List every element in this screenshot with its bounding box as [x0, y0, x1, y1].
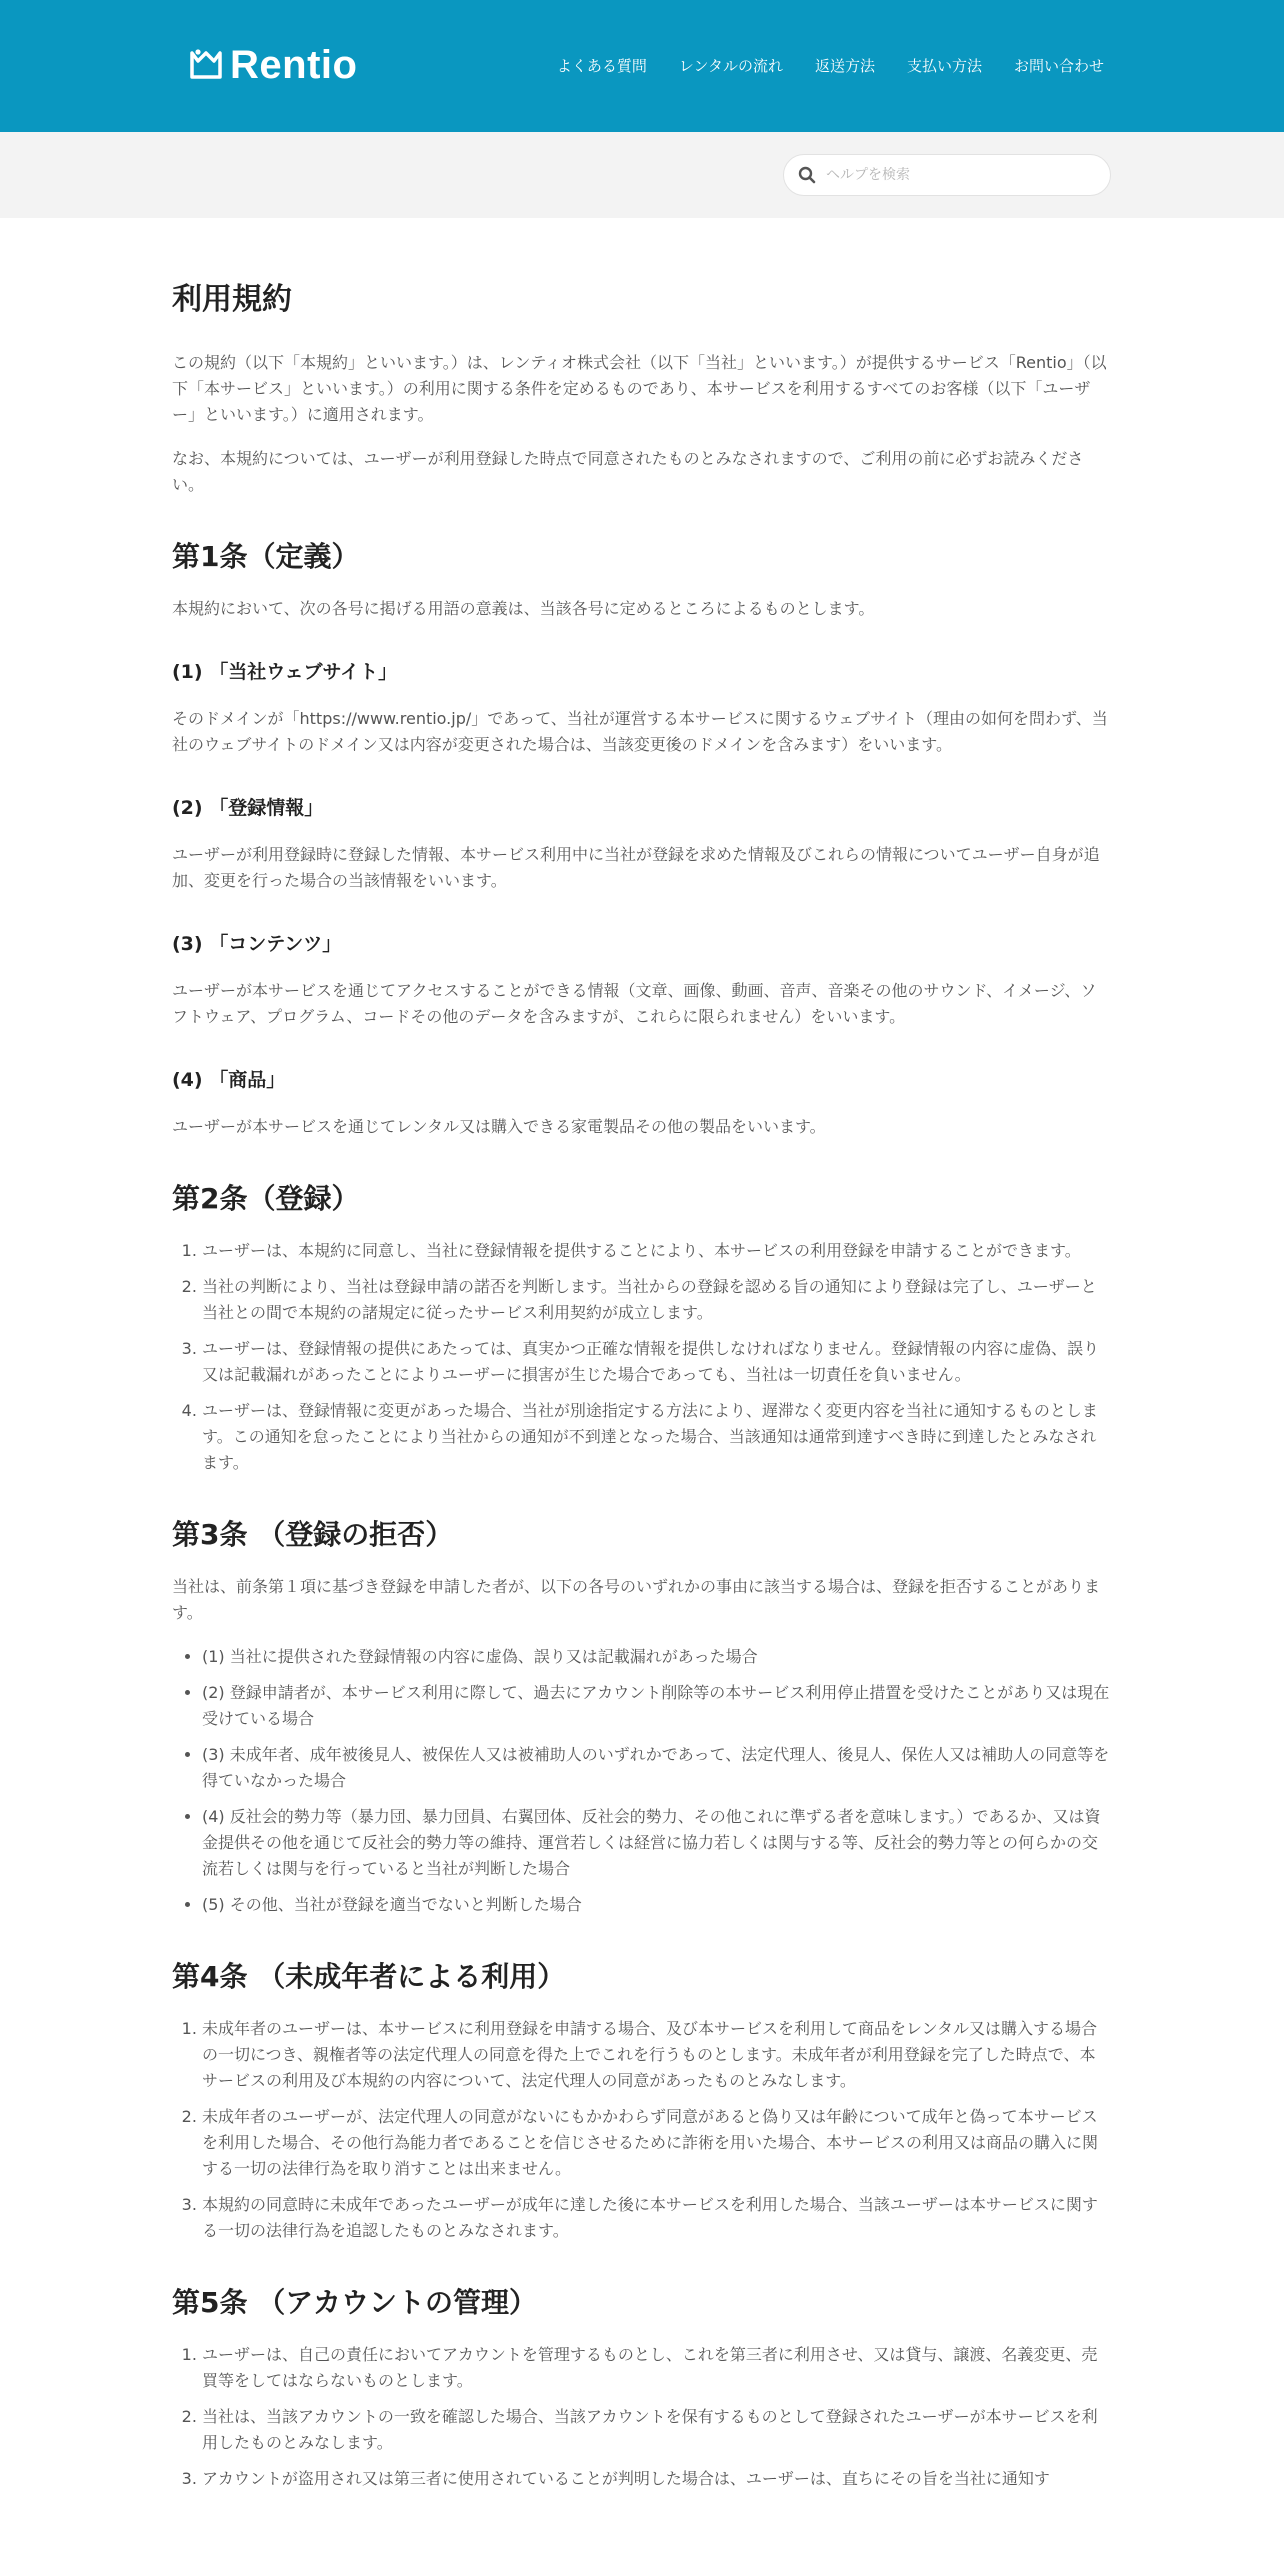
definition-text: そのドメインが「https://www.rentio.jp/」であって、当社が運営する本サービスに関するウェブサイト（理由の如何を問わず、当社のウェブサイトのドメイン又は内容が変更された場合は、当該変更後のドメインを含みます）をいいます。 [172, 709, 1108, 754]
list-item: 1. ユーザーは、自己の責任においてアカウントを管理するものとし、これを第三者に利用させ、又は貸与、譲渡、名義変更、売買等をしてはならないものとします。 [202, 2342, 1110, 2394]
article-4-heading: 第4条 （未成年者による利用） [172, 1960, 566, 1993]
brand-name: Rentio [230, 43, 358, 87]
definition-text: ユーザーが本サービスを通じてアクセスすることができる情報（文章、画像、動画、音声、音楽その他のサウンド、イメージ、ソフトウェア、プログラム、コードその他のデータを含みますが、これらに限られません）をいいます。 [172, 981, 1097, 1026]
page-title: 利用規約 [172, 282, 292, 317]
article-5-list [202, 2342, 1110, 2492]
list-item: 2. 当社の判断により、当社は登録申請の諾否を判断します。当社からの登録を認める旨の通知により登録は完了し、ユーザーと当社との間で本規約の諸規定に従ったサービス利用契約が成立します。 [202, 1274, 1110, 1326]
definition-term: (4) 「商品」 [172, 1069, 286, 1091]
article-3-list [202, 1644, 1110, 1918]
article-3-heading: 第3条 （登録の拒否） [172, 1518, 454, 1551]
intro-paragraph: この規約（以下「本規約」といいます。）は、レンティオ株式会社（以下「当社」といいます。）が提供するサービス「Rentio」（以下「本サービス」といいます。）の利用に関する条件を定めるものであり、本サービスを利用するすべてのお客様（以下「ユーザー」といいます。）に適用されます。 [172, 353, 1107, 424]
site-header [0, 0, 1284, 132]
search-box[interactable] [783, 154, 1111, 196]
list-item: 3. ユーザーは、登録情報の提供にあたっては、真実かつ正確な情報を提供しなければなりません。登録情報の内容に虚偽、誤り又は記載漏れがあったことによりユーザーに損害が生じた場合であっても、当社は一切責任を負いません。 [202, 1336, 1110, 1388]
nav-rental-flow[interactable]: レンタルの流れ [678, 57, 783, 75]
definition-term: (3) 「コンテンツ」 [172, 933, 342, 955]
article-2-list [202, 1238, 1110, 1476]
definition-text: ユーザーが利用登録時に登録した情報、本サービス利用中に当社が登録を求めた情報及びこれらの情報についてユーザー自身が追加、変更を行った場合の当該情報をいいます。 [172, 845, 1100, 890]
article-3-lead: 当社は、前条第１項に基づき登録を申請した者が、以下の各号のいずれかの事由に該当する場合は、登録を拒否することがあります。 [172, 1577, 1101, 1622]
top-nav [525, 52, 1104, 80]
article-1-lead: 本規約において、次の各号に掲げる用語の意義は、当該各号に定めるところによるものとします。 [172, 599, 875, 618]
list-item: • (1) 当社に提供された登録情報の内容に虚偽、誤り又は記載漏れがあった場合 [202, 1644, 1110, 1670]
rentio-logo[interactable] [188, 41, 357, 89]
terms-content [172, 280, 1110, 2502]
nav-payment-method[interactable]: 支払い方法 [906, 57, 982, 75]
list-item: 2. 未成年者のユーザーが、法定代理人の同意がないにもかかわらず同意があると偽り又は年齢について成年と偽って本サービスを利用した場合、その他行為能力者であることを信じさせるために詐術を用いた場合、本サービスの利用又は商品の購入に関する一切の法律行為を取り消すことは出来ません。 [202, 2104, 1110, 2182]
list-item: 1. 未成年者のユーザーは、本サービスに利用登録を申請する場合、及び本サービスを利用して商品をレンタル又は購入する場合の一切につき、親権者等の法定代理人の同意を得た上でこれを行うものとします。未成年者が利用登録を完了した時点で、本サービスの利用及び本規約の内容について、法定代理人の同意があったものとみなします。 [202, 2016, 1110, 2094]
logo-mark-icon [188, 47, 224, 83]
search-input[interactable] [826, 167, 1086, 183]
definition-text: ユーザーが本サービスを通じてレンタル又は購入できる家電製品その他の製品をいいます。 [172, 1117, 826, 1136]
list-item: • (2) 登録申請者が、本サービス利用に際して、過去にアカウント削除等の本サービス利用停止措置を受けたことがあり又は現在受けている場合 [202, 1680, 1110, 1732]
article-5-heading: 第5条 （アカウントの管理） [172, 2286, 537, 2319]
list-item: • (3) 未成年者、成年被後見人、被保佐人又は被補助人のいずれかであって、法定代理人、後見人、保佐人又は補助人の同意等を得ていなかった場合 [202, 1742, 1110, 1794]
article-2-heading: 第2条（登録） [172, 1182, 360, 1215]
nav-contact[interactable]: お問い合わせ [1013, 57, 1104, 75]
list-item: 3. 本規約の同意時に未成年であったユーザーが成年に達した後に本サービスを利用した場合、当該ユーザーは本サービスに関する一切の法律行為を追認したものとみなされます。 [202, 2192, 1110, 2244]
nav-return-method[interactable]: 返送方法 [814, 57, 875, 75]
list-item: 2. 当社は、当該アカウントの一致を確認した場合、当該アカウントを保有するものとして登録されたユーザーが本サービスを利用したものとみなします。 [202, 2404, 1110, 2456]
intro-paragraph: なお、本規約については、ユーザーが利用登録した時点で同意されたものとみなされますので、ご利用の前に必ずお読みください。 [172, 449, 1084, 494]
list-item: 1. ユーザーは、本規約に同意し、当社に登録情報を提供することにより、本サービスの利用登録を申請することができます。 [202, 1238, 1110, 1264]
list-item: 4. ユーザーは、登録情報に変更があった場合、当社が別途指定する方法により、遅滞なく変更内容を当社に通知するものとします。この通知を怠ったことにより当社からの通知が不到達となった場合、当該通知は通常到達すべき時に到達したとみなされます。 [202, 1398, 1110, 1476]
definition-term: (1) 「当社ウェブサイト」 [172, 661, 398, 683]
search-icon [798, 166, 816, 184]
list-item: • (5) その他、当社が登録を適当でないと判断した場合 [202, 1892, 1110, 1918]
nav-faq[interactable]: よくある質問 [556, 57, 647, 75]
definition-term: (2) 「登録情報」 [172, 797, 324, 819]
article-1-heading: 第1条（定義） [172, 540, 360, 573]
article-4-list [202, 2016, 1110, 2244]
list-item: • (4) 反社会的勢力等（暴力団、暴力団員、右翼団体、反社会的勢力、その他これに準ずる者を意味します。）であるか、又は資金提供その他を通じて反社会的勢力等の維持、運営若しくは経営に協力若しくは関与する等、反社会的勢力等との何らかの交流若しくは関与を行っていると当社が判断した場合 [202, 1804, 1110, 1882]
list-item: 3. アカウントが盗用され又は第三者に使用されていることが判明した場合は、ユーザーは、直ちにその旨を当社に通知す [202, 2466, 1110, 2492]
search-bar [0, 132, 1284, 218]
